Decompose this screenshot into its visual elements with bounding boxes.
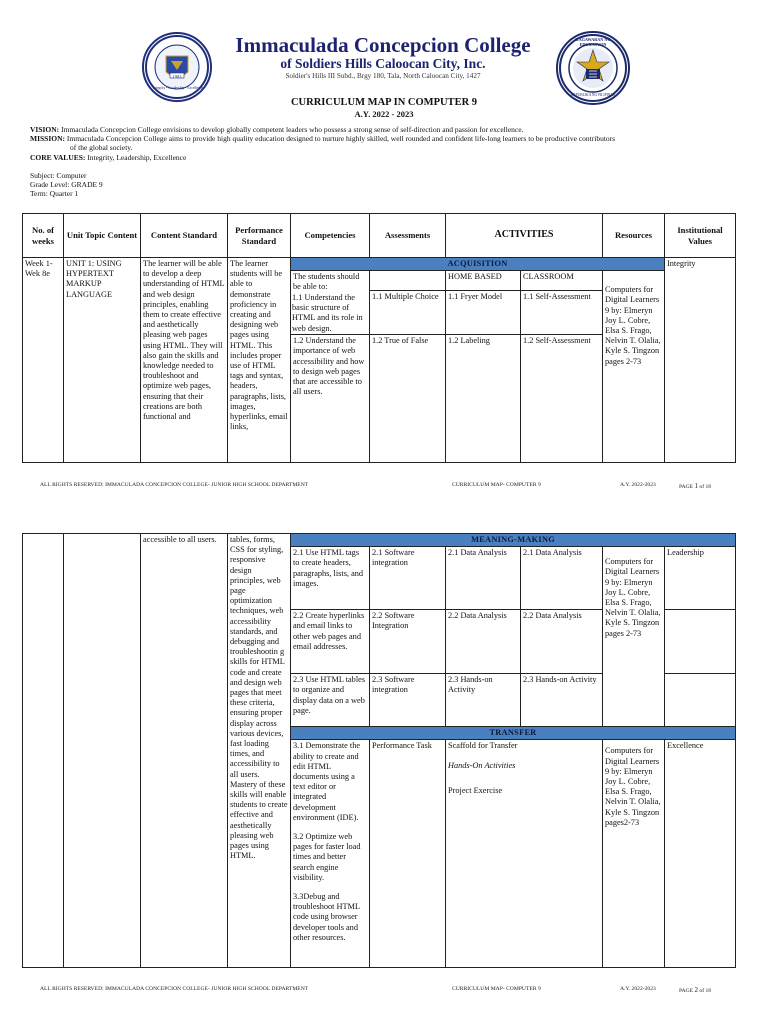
unit-cell-p2 <box>64 534 141 968</box>
meaning-competency-3: 2.3 Use HTML tables to organize and display data on a web page. <box>291 674 370 727</box>
footer-page-p2 <box>679 986 711 994</box>
college-name: Immaculada Concepcion College <box>235 33 531 57</box>
core-values-text: Integrity, Leadership, Excellence <box>85 153 187 162</box>
vision-line <box>30 125 750 134</box>
meaning-home-3: 2.3 Hands-on Activity <box>446 674 521 727</box>
meaning-competency-2: 2.2 Create hyperlinks and email links to other web pages and email addresses. <box>291 610 370 674</box>
classroom-label: CLASSROOM <box>521 271 603 291</box>
home-based-label: HOME BASED <box>446 271 521 291</box>
transfer-resources: Computers for Digital Learners 9 by: Elmeryn Joy L. Cobre, Elsa S. Frago, Nelvin T. Olalia, Kyle S. Tingzon pages2-73 <box>603 740 665 968</box>
transfer-activity-1: Scaffold for Transfer <box>448 741 518 751</box>
week-cell: Week 1-Wek 8e <box>23 258 64 463</box>
footer-page-label: PAGE <box>679 484 694 490</box>
performance-standard-cell: The learner students will be able to demonstrate proficiency in creating and designing web pages using HTML. This includes proper use of HTML tags and syntax, headers, paragraphs, lists, images, hyperlinks, email links, <box>228 258 291 463</box>
band-acquisition: ACQUISITION <box>291 258 665 271</box>
footer-doc-p1: CURRICULUM MAP- COMPUTER 9 <box>452 482 541 488</box>
performance-standard-cont: tables, forms, CSS for styling, responsive design principles, web page optimization techniques, web accessibility standards, and debugging and troubleshootin g skills for HTML code and create and design web pages that meet these criteria, ensuring proper display across various devices, fast loading times, and accessibility to all users. Mastery of these skills will enable students to create effective and aesthetically pleasing web pages using HTML. <box>228 534 291 968</box>
class-activity-1: 1.1 Self-Assessment <box>521 291 603 335</box>
assessment-2: 1.2 True of False <box>370 335 446 463</box>
header-unit: Unit Topic Content <box>64 214 141 258</box>
content-standard-cont: accessible to all users. <box>141 534 228 968</box>
unit-cell: UNIT 1: USING HYPERTEXT MARKUP LANGUAGE <box>64 258 141 463</box>
mission-label: MISSION: <box>30 134 66 143</box>
home-activity-1: 1.1 Fryer Model <box>446 291 521 335</box>
transfer-competency-2: 3.2 Optimize web pages for faster load times and better search engine visibility. <box>293 832 361 882</box>
band-meaning-making: MEANING-MAKING <box>291 534 736 547</box>
transfer-competency-1: 3.1 Demonstrate the ability to create and edit HTML documents using a text editor or integrated development environment (IDE). <box>293 741 361 822</box>
meaning-assessment-1: 2.1 Software integration <box>370 547 446 610</box>
header-content-standard: Content Standard <box>141 214 228 258</box>
college-seal-year: 1983 <box>172 74 182 79</box>
term-line: Term: Quarter 1 <box>30 189 79 198</box>
header-institutional-values: Institutional Values <box>665 214 736 258</box>
footer-of-label: of <box>699 484 705 490</box>
vision-label: VISION: <box>30 125 60 134</box>
footer-of-label-2: of <box>699 988 705 994</box>
footer-doc-p2: CURRICULUM MAP- COMPUTER 9 <box>452 986 541 992</box>
week-cell-p2 <box>23 534 64 968</box>
value-blank-2 <box>665 610 736 674</box>
header-assessments: Assessments <box>370 214 446 258</box>
assessment-blank <box>370 271 446 291</box>
college-seal-icon <box>144 34 210 100</box>
college-address: Soldier's Hills III Subd., Brgy 180, Tala, North Caloocan City, 1427 <box>285 72 481 80</box>
meaning-resources: Computers for Digital Learners 9 by: Elmeryn Joy L. Cobre, Elsa S. Frago, Nelvin T. Olalia, Kyle S. Tingzon pages 2-73 <box>603 547 665 727</box>
meaning-assessment-2: 2.2 Software Integration <box>370 610 446 674</box>
academic-year: A.Y. 2022 - 2023 <box>354 109 414 119</box>
footer-page-p1 <box>679 482 711 490</box>
assessment-1: 1.1 Multiple Choice <box>370 291 446 335</box>
deped-seal-bottom-text: REPUBLIKA NG PILIPINAS <box>571 93 615 97</box>
meaning-class-2: 2.2 Data Analysis <box>521 610 603 674</box>
value-excellence: Excellence <box>665 740 736 968</box>
core-values-label: CORE VALUES: <box>30 153 86 162</box>
footer-total-pages-2: 18 <box>705 988 712 994</box>
deped-seal-ring-text: KAGAWARAN NG EDUKASYON <box>575 37 611 47</box>
competency-2: 1.2 Understand the importance of web accessibility and how to design web pages that are accessible to all users. <box>291 335 370 463</box>
transfer-activity-2: Hands-On Activities <box>448 760 516 770</box>
transfer-assessment: Performance Task <box>370 740 446 968</box>
value-integrity: Integrity <box>665 258 736 463</box>
footer-rights-p2: ALL RIGHTS RESERVED: IMMACULADA CONCEPCION COLLEGE- JUNIOR HIGH SCHOOL DEPARTMENT <box>40 986 309 992</box>
transfer-activities <box>446 740 603 968</box>
meaning-class-1: 2.1 Data Analysis <box>521 547 603 610</box>
meaning-class-3: 2.3 Hands-on Activity <box>521 674 603 727</box>
mission-continuation: of the global society. <box>70 143 133 152</box>
curriculum-table-page1 <box>22 213 736 463</box>
home-activity-2: 1.2 Labeling <box>446 335 521 463</box>
content-standard-cell: The learner will be able to develop a deep understanding of HTML and web design principles, enabling them to create effective and aesthetically pleasing web pages using HTML. They will also gain the skills and knowledge needed to troubleshoot and optimize web pages, ensuring that their creations are both functional and <box>141 258 228 463</box>
grade-level-line: Grade Level: GRADE 9 <box>30 180 103 189</box>
competency-1: 1.1 Understand the basic structure of HTML and its role in web design. <box>292 293 363 333</box>
header-resources: Resources <box>603 214 665 258</box>
core-values-line <box>30 153 750 162</box>
college-seal <box>142 32 212 102</box>
footer-total-pages: 18 <box>705 484 712 490</box>
header-weeks: No. of weeks <box>23 214 64 258</box>
curriculum-table-page2 <box>22 533 736 968</box>
footer-page-number-2: 2 <box>694 986 698 994</box>
competency-intro: The students should be able to: <box>291 271 370 335</box>
transfer-activity-3: Project Exercise <box>448 785 503 795</box>
header-competencies: Competencies <box>291 214 370 258</box>
deped-seal <box>556 31 630 105</box>
header-activities: ACTIVITIES <box>446 214 603 258</box>
meaning-competency-1: 2.1 Use HTML tags to create headers, paragraphs, lists, and images. <box>291 547 370 610</box>
college-seal-motto: Integrity • Leadership • Excellence <box>152 86 204 90</box>
resources-cell: Computers for Digital Learners 9 by: Elmeryn Joy L. Cobre, Elsa S. Frago, Nelvin T. Olalia, Kyle S. Tingzon pages 2-73 <box>603 271 665 463</box>
band-transfer: TRANSFER <box>291 727 736 740</box>
value-blank-3 <box>665 674 736 727</box>
meaning-home-1: 2.1 Data Analysis <box>446 547 521 610</box>
college-subtitle: of Soldiers Hills Caloocan City, Inc. <box>280 56 486 71</box>
subject-line: Subject: Computer <box>30 171 87 180</box>
vision-text: Immaculada Concepcion College envisions to develop globally competent leaders who possess a strong sense of self-direction and passion for excellence. <box>59 125 524 134</box>
footer-ay-p1: A.Y. 2022-2023 <box>620 482 656 488</box>
class-activity-2: 1.2 Self-Assessment <box>521 335 603 463</box>
mission-line <box>30 134 750 143</box>
footer-rights-p1: ALL RIGHTS RESERVED: IMMACULADA CONCEPCION COLLEGE- JUNIOR HIGH SCHOOL DEPARTMENT <box>40 482 309 488</box>
transfer-competencies <box>291 740 370 968</box>
value-leadership: Leadership <box>665 547 736 610</box>
transfer-competency-3: 3.3Debug and troubleshoot HTML code using browser developer tools and other resources. <box>293 892 360 942</box>
document-title: CURRICULUM MAP IN COMPUTER 9 <box>290 97 478 108</box>
mission-text: Immaculada Concepcion College aims to provide high quality education designed to nurture highly skilled, well rounded and confident life-long learners to be productive contributors <box>65 134 616 143</box>
footer-page-label-2: PAGE <box>679 988 694 994</box>
meaning-home-2: 2.2 Data Analysis <box>446 610 521 674</box>
meaning-assessment-3: 2.3 Software integration <box>370 674 446 727</box>
footer-ay-p2: A.Y. 2022-2023 <box>620 986 656 992</box>
header-performance-standard: Performance Standard <box>228 214 291 258</box>
footer-page-number: 1 <box>694 482 698 490</box>
